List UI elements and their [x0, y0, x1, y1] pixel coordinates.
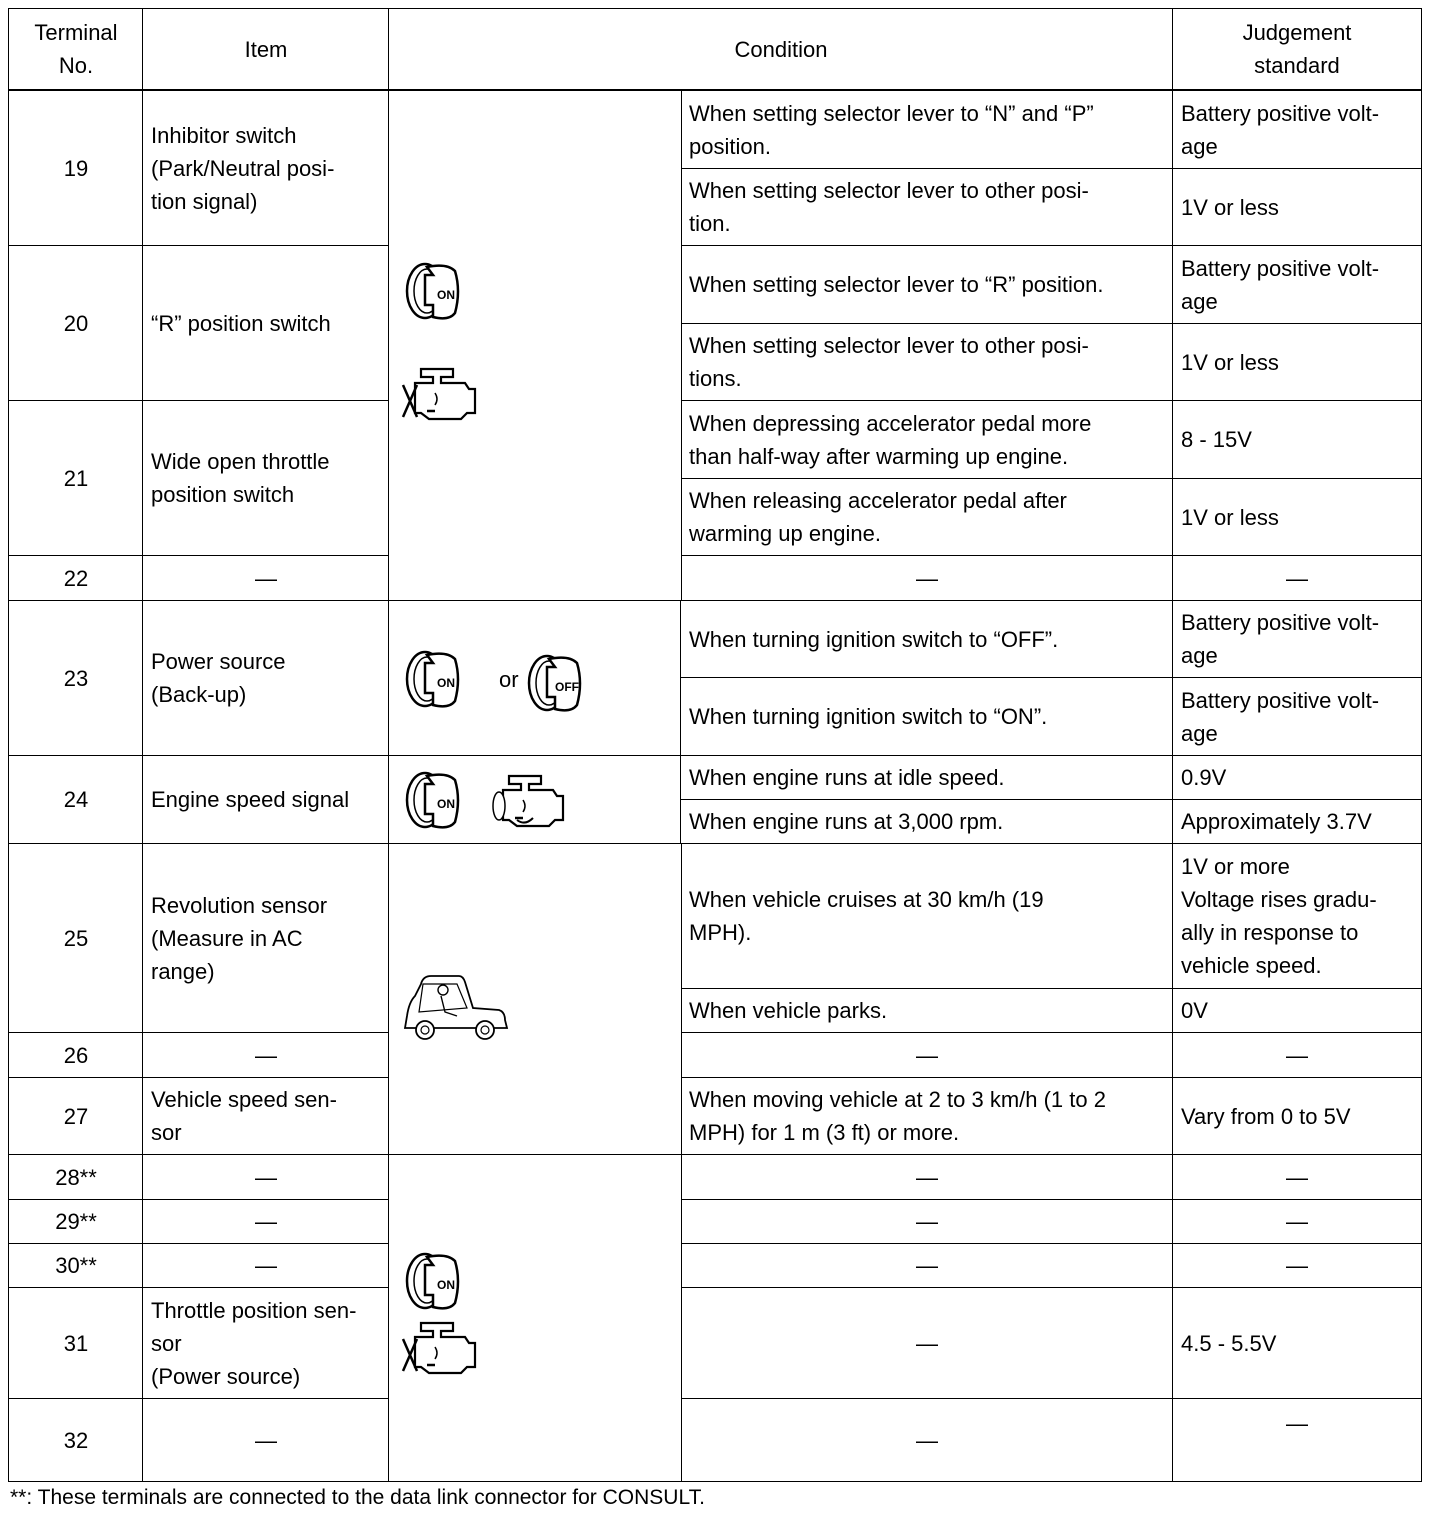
- engine-stopped-icon: [399, 1321, 483, 1377]
- ignition-on-icon: [403, 261, 467, 325]
- condition-icon-cell: [388, 1154, 682, 1482]
- terminal-no: 27: [8, 1077, 144, 1155]
- engine-running-icon: [487, 774, 571, 830]
- judgement-value: 1V or less: [1172, 323, 1422, 401]
- condition-text: When vehicle cruises at 30 km/h (19 MPH).: [680, 843, 1174, 989]
- item-name: —: [142, 1243, 390, 1288]
- judgement-value: —: [1172, 555, 1422, 601]
- terminal-no: 25: [8, 843, 144, 1033]
- item-name: Vehicle speed sen- sor: [142, 1077, 390, 1155]
- judgement-value: —: [1172, 1398, 1422, 1482]
- item-name: —: [142, 1154, 390, 1200]
- judgement-value: Approximately 3.7V: [1172, 799, 1422, 844]
- item-name: —: [142, 555, 390, 601]
- condition-text: When depressing accelerator pedal more than half-way after warming up engine.: [680, 400, 1174, 479]
- terminal-no: 30**: [8, 1243, 144, 1288]
- condition-icon-cell: [388, 90, 682, 601]
- condition-text: When vehicle parks.: [680, 988, 1174, 1033]
- judgement-value: 1V or less: [1172, 478, 1422, 556]
- judgement-value: —: [1172, 1032, 1422, 1078]
- item-name: Revolution sensor (Measure in AC range): [142, 843, 390, 1033]
- svg-text:ON: ON: [437, 1278, 455, 1292]
- condition-icon-cell: [388, 600, 682, 756]
- item-name: Throttle position sen- sor (Power source): [142, 1287, 390, 1399]
- item-name: Power source (Back-up): [142, 600, 390, 756]
- engine-stopped-icon: [399, 367, 483, 423]
- item-name: Inhibitor switch (Park/Neutral posi- tion signal): [142, 90, 390, 246]
- condition-text: When setting selector lever to other posi- tion.: [680, 168, 1174, 246]
- judgement-value: —: [1172, 1154, 1422, 1200]
- ignition-on-icon: [403, 649, 467, 713]
- condition-text: When setting selector lever to “R” position.: [680, 245, 1174, 324]
- svg-text:OFF: OFF: [555, 680, 579, 694]
- condition-text: When releasing accelerator pedal after warming up engine.: [680, 478, 1174, 556]
- judgement-value: 8 - 15V: [1172, 400, 1422, 479]
- ignition-on-icon: [403, 770, 467, 834]
- condition-icon-cell: [388, 843, 682, 1155]
- terminal-no: 32: [8, 1398, 144, 1482]
- ignition-off-icon: [525, 653, 589, 717]
- condition-text: —: [680, 1199, 1174, 1244]
- condition-text: —: [680, 1243, 1174, 1288]
- terminal-no: 29**: [8, 1199, 144, 1244]
- item-name: “R” position switch: [142, 245, 390, 401]
- judgement-value: 4.5 - 5.5V: [1172, 1287, 1422, 1399]
- terminal-no: 23: [8, 600, 144, 756]
- condition-text: —: [680, 555, 1174, 601]
- condition-text: —: [680, 1032, 1174, 1078]
- header-terminal-no: Terminal No.: [8, 8, 144, 91]
- judgement-value: Vary from 0 to 5V: [1172, 1077, 1422, 1155]
- condition-text: When turning ignition switch to “OFF”.: [680, 600, 1174, 678]
- judgement-value: Battery positive volt- age: [1172, 90, 1422, 169]
- judgement-value: Battery positive volt- age: [1172, 677, 1422, 756]
- condition-text: —: [680, 1398, 1174, 1482]
- judgement-value: Battery positive volt- age: [1172, 600, 1422, 678]
- item-name: —: [142, 1032, 390, 1078]
- svg-text:ON: ON: [437, 676, 455, 690]
- header-item: Item: [142, 8, 390, 91]
- judgement-value: 1V or more Voltage rises gradu- ally in response to vehicle speed.: [1172, 843, 1422, 989]
- terminal-no: 22: [8, 555, 144, 601]
- svg-text:ON: ON: [437, 288, 455, 302]
- ignition-on-icon: [403, 1251, 467, 1315]
- judgement-value: 1V or less: [1172, 168, 1422, 246]
- item-name: —: [142, 1199, 390, 1244]
- judgement-value: —: [1172, 1243, 1422, 1288]
- item-name: —: [142, 1398, 390, 1482]
- terminal-no: 19: [8, 90, 144, 246]
- judgement-value: Battery positive volt- age: [1172, 245, 1422, 324]
- terminal-no: 21: [8, 400, 144, 556]
- condition-text: When moving vehicle at 2 to 3 km/h (1 to 2 MPH) for 1 m (3 ft) or more.: [680, 1077, 1174, 1155]
- item-name: Wide open throttle position switch: [142, 400, 390, 556]
- condition-text: —: [680, 1287, 1174, 1399]
- terminal-no: 26: [8, 1032, 144, 1078]
- terminal-no: 31: [8, 1287, 144, 1399]
- condition-text: When setting selector lever to other posi- tions.: [680, 323, 1174, 401]
- condition-text: When engine runs at 3,000 rpm.: [680, 799, 1174, 844]
- terminal-no: 24: [8, 755, 144, 844]
- judgement-value: 0.9V: [1172, 755, 1422, 800]
- header-condition: Condition: [388, 8, 1174, 91]
- condition-text: —: [680, 1154, 1174, 1200]
- svg-text:ON: ON: [437, 797, 455, 811]
- vehicle-driving-icon: [401, 972, 511, 1044]
- judgement-value: —: [1172, 1199, 1422, 1244]
- terminal-no: 28**: [8, 1154, 144, 1200]
- footnote: **: These terminals are connected to the data link connector for CONSULT.: [10, 1486, 705, 1509]
- condition-text: When turning ignition switch to “ON”.: [680, 677, 1174, 756]
- condition-text: When setting selector lever to “N” and “P” position.: [680, 90, 1174, 169]
- or-separator: or: [499, 667, 519, 692]
- item-name: Engine speed signal: [142, 755, 390, 844]
- condition-text: When engine runs at idle speed.: [680, 755, 1174, 800]
- condition-icon-cell: [388, 755, 682, 844]
- header-judgement-standard: Judgement standard: [1172, 8, 1422, 91]
- judgement-value: 0V: [1172, 988, 1422, 1033]
- terminal-no: 20: [8, 245, 144, 401]
